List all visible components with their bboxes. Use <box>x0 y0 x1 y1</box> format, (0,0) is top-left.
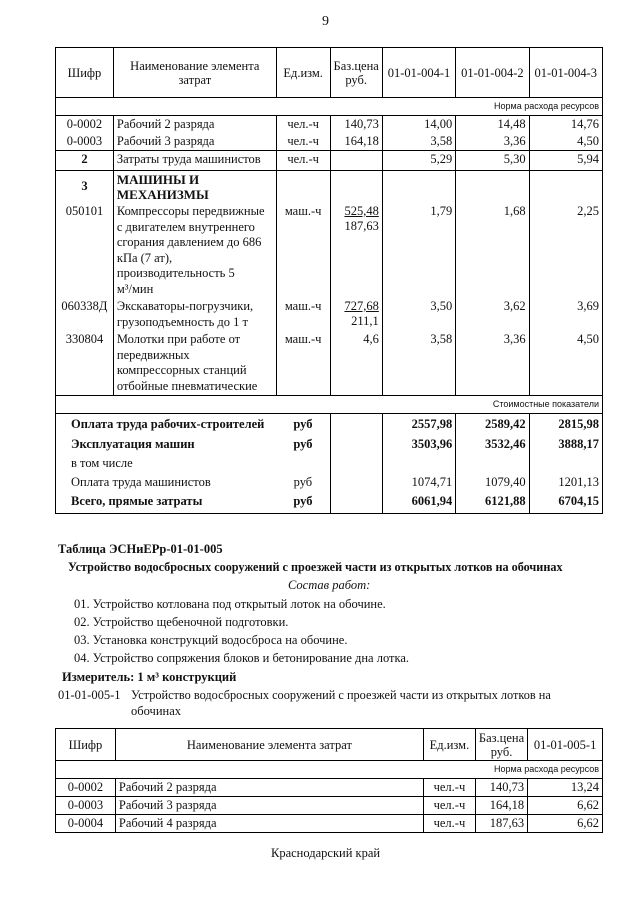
header-name: Наименование элемента затрат <box>115 729 423 761</box>
work-item: 01. Устройство котлована под открытый лоток на обочине. <box>74 597 386 611</box>
header-price: Баз.цена руб. <box>330 48 382 98</box>
table-row: 0-0002 Рабочий 2 разряда чел.-ч 140,73 14,00 14,48 14,76 <box>56 116 603 134</box>
item-text: Устройство водосбросных сооружений с проезжей части из открытых лотков на <box>131 688 551 702</box>
work-item: 03. Установка конструкций водосброса на обочине. <box>74 633 348 647</box>
norma-label: Норма расхода ресурсов <box>56 98 603 116</box>
cost-row: Оплата труда рабочих-строителей руб 2557,98 2589,42 2815,98 <box>56 414 603 434</box>
cost-row: Оплата труда машинистов руб 1074,71 1079,40 1201,13 <box>56 472 603 491</box>
header-col-2: 01-01-004-2 <box>456 48 529 98</box>
section-heading: Устройство водосбросных сооружений с проезжей части из открытых лотков на обочинах <box>68 560 563 574</box>
header-name: Наименование элемента затрат <box>113 48 276 98</box>
cost-row: в том числе <box>56 453 603 472</box>
table-row: 0-0003 Рабочий 3 разряда чел.-ч 164,18 3,58 3,36 4,50 <box>56 133 603 151</box>
cost-row: Эксплуатация машин руб 3503,96 3532,46 3888,17 <box>56 434 603 453</box>
header-col-3: 01-01-004-3 <box>529 48 602 98</box>
measure-unit: Измеритель: 1 м³ конструкций <box>62 670 237 684</box>
header-unit: Ед.изм. <box>276 48 330 98</box>
work-item: 04. Устройство сопряжения блоков и бетонирование дна лотка. <box>74 651 410 665</box>
table-row: 330804 Молотки при работе от передвижных компрессорных станций отбойные пневматические маш.-ч 4,6 3,58 3,36 4,50 <box>56 331 603 396</box>
norma-label: Норма расхода ресурсов <box>56 761 603 779</box>
page-number: 9 <box>322 14 329 29</box>
header-price: Баз.цена руб. <box>475 729 527 761</box>
header-col-1: 01-01-005-1 <box>528 729 603 761</box>
works-title: Состав работ: <box>288 578 371 592</box>
item-text-cont: обочинах <box>131 704 181 718</box>
footer-region: Краснодарский край <box>271 846 381 860</box>
header-col-1: 01-01-004-1 <box>382 48 455 98</box>
table-row: 2 Затраты труда машинистов чел.-ч 5,29 5,30 5,94 <box>56 151 603 171</box>
work-item: 02. Устройство щебеночной подготовки. <box>74 615 289 629</box>
resource-table-1 <box>55 47 603 514</box>
resource-table-2 <box>55 728 603 833</box>
cost-row: Всего, прямые затраты руб 6061,94 6121,88 6704,15 <box>56 491 603 514</box>
table-title: Таблица ЭСНиЕРр-01-01-005 <box>58 542 223 556</box>
table-row: 050101 Компрессоры передвижные с двигателем внутреннего сгорания давлением до 686 кПа (7 ат), производительность 5 м³/мин маш.-ч 525,48 187,63 1,79 1,68 2,25 <box>56 203 603 298</box>
header-unit: Ед.изм. <box>423 729 475 761</box>
item-code: 01-01-005-1 <box>58 688 121 702</box>
section-row: 3 МАШИНЫ И МЕХАНИЗМЫ <box>56 171 603 204</box>
cost-label: Стоимостные показатели <box>56 396 603 414</box>
table-row: 060338Д Экскаваторы-погрузчики, грузоподъемность до 1 т маш.-ч 727,68 211,1 3,50 3,62 3,69 <box>56 298 603 331</box>
header-code: Шифр <box>56 48 114 98</box>
table-row: 0-0002 Рабочий 2 разряда чел.-ч 140,73 13,24 <box>56 779 603 797</box>
table-row: 0-0003 Рабочий 3 разряда чел.-ч 164,18 6,62 <box>56 797 603 815</box>
table-row: 0-0004 Рабочий 4 разряда чел.-ч 187,63 6,62 <box>56 815 603 833</box>
header-code: Шифр <box>56 729 116 761</box>
